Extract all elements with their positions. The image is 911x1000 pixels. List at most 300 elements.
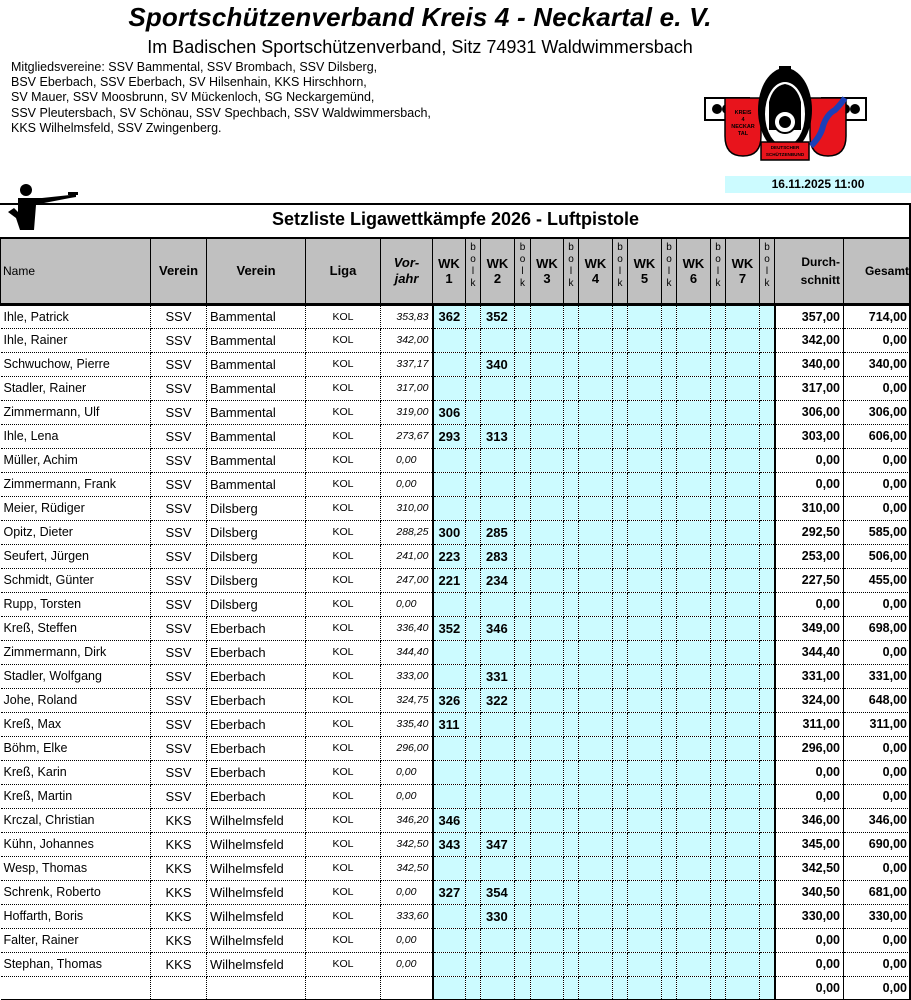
bolk-cell[interactable]	[564, 544, 579, 568]
wk4-score-cell[interactable]	[579, 376, 613, 400]
bolk-cell[interactable]	[613, 496, 628, 520]
bolk-cell[interactable]	[711, 856, 726, 880]
bolk-cell[interactable]	[564, 928, 579, 952]
wk1-score-cell[interactable]: 223	[433, 544, 466, 568]
shooter-name-cell[interactable]: Rupp, Torsten	[1, 592, 151, 616]
bolk-cell[interactable]	[564, 712, 579, 736]
wk3-score-cell[interactable]	[531, 448, 564, 472]
wk3-score-cell[interactable]	[531, 352, 564, 376]
previous-year-cell[interactable]: 333,00	[381, 664, 433, 688]
wk7-score-cell[interactable]	[726, 808, 760, 832]
bolk-cell[interactable]	[613, 328, 628, 352]
wk2-score-cell[interactable]	[481, 856, 515, 880]
bolk-cell[interactable]	[662, 304, 677, 328]
wk7-score-cell[interactable]	[726, 856, 760, 880]
bolk-cell[interactable]	[760, 376, 775, 400]
wk4-score-cell[interactable]	[579, 904, 613, 928]
bolk-cell[interactable]	[613, 880, 628, 904]
bolk-cell[interactable]	[466, 328, 481, 352]
club-place-cell[interactable]: Dilsberg	[207, 568, 306, 592]
shooter-name-cell[interactable]	[1, 976, 151, 1000]
bolk-cell[interactable]	[613, 856, 628, 880]
wk1-score-cell[interactable]	[433, 904, 466, 928]
shooter-name-cell[interactable]: Müller, Achim	[1, 448, 151, 472]
wk7-score-cell[interactable]	[726, 544, 760, 568]
wk4-score-cell[interactable]	[579, 400, 613, 424]
bolk-cell[interactable]	[564, 328, 579, 352]
bolk-cell[interactable]	[662, 928, 677, 952]
previous-year-cell[interactable]: 310,00	[381, 496, 433, 520]
total-cell[interactable]: 0,00	[844, 952, 911, 976]
bolk-cell[interactable]	[613, 712, 628, 736]
shooter-name-cell[interactable]: Stadler, Wolfgang	[1, 664, 151, 688]
wk1-score-cell[interactable]	[433, 496, 466, 520]
wk2-score-cell[interactable]	[481, 976, 515, 1000]
wk4-score-cell[interactable]	[579, 328, 613, 352]
bolk-cell[interactable]	[711, 976, 726, 1000]
shooter-name-cell[interactable]: Kreß, Max	[1, 712, 151, 736]
wk1-score-cell[interactable]	[433, 472, 466, 496]
wk2-score-cell[interactable]: 340	[481, 352, 515, 376]
bolk-cell[interactable]	[613, 304, 628, 328]
bolk-cell[interactable]	[564, 520, 579, 544]
bolk-cell[interactable]	[466, 904, 481, 928]
bolk-cell[interactable]	[662, 400, 677, 424]
club-type-cell[interactable]: SSV	[151, 424, 207, 448]
average-cell[interactable]: 253,00	[775, 544, 844, 568]
average-cell[interactable]: 342,00	[775, 328, 844, 352]
wk4-score-cell[interactable]	[579, 712, 613, 736]
wk7-score-cell[interactable]	[726, 496, 760, 520]
total-cell[interactable]: 0,00	[844, 592, 911, 616]
bolk-cell[interactable]	[662, 376, 677, 400]
previous-year-cell[interactable]: 353,83	[381, 304, 433, 328]
bolk-cell[interactable]	[515, 976, 531, 1000]
bolk-cell[interactable]	[662, 496, 677, 520]
bolk-cell[interactable]	[466, 592, 481, 616]
average-cell[interactable]: 0,00	[775, 760, 844, 784]
total-cell[interactable]: 0,00	[844, 856, 911, 880]
wk4-score-cell[interactable]	[579, 640, 613, 664]
wk6-score-cell[interactable]	[677, 736, 711, 760]
wk5-score-cell[interactable]	[628, 472, 662, 496]
club-type-cell[interactable]	[151, 976, 207, 1000]
wk3-score-cell[interactable]	[531, 400, 564, 424]
bolk-cell[interactable]	[515, 712, 531, 736]
shooter-name-cell[interactable]: Böhm, Elke	[1, 736, 151, 760]
bolk-cell[interactable]	[564, 808, 579, 832]
club-place-cell[interactable]: Dilsberg	[207, 520, 306, 544]
wk2-score-cell[interactable]: 346	[481, 616, 515, 640]
league-cell[interactable]: KOL	[306, 352, 381, 376]
bolk-cell[interactable]	[711, 760, 726, 784]
bolk-cell[interactable]	[515, 904, 531, 928]
total-cell[interactable]: 346,00	[844, 808, 911, 832]
bolk-cell[interactable]	[564, 376, 579, 400]
average-cell[interactable]: 324,00	[775, 688, 844, 712]
club-type-cell[interactable]: SSV	[151, 496, 207, 520]
bolk-cell[interactable]	[613, 808, 628, 832]
wk1-score-cell[interactable]	[433, 352, 466, 376]
previous-year-cell[interactable]: 0,00	[381, 472, 433, 496]
shooter-name-cell[interactable]: Kreß, Steffen	[1, 616, 151, 640]
bolk-cell[interactable]	[466, 568, 481, 592]
wk1-score-cell[interactable]	[433, 784, 466, 808]
total-cell[interactable]: 690,00	[844, 832, 911, 856]
bolk-cell[interactable]	[515, 352, 531, 376]
bolk-cell[interactable]	[564, 832, 579, 856]
bolk-cell[interactable]	[662, 856, 677, 880]
bolk-cell[interactable]	[760, 544, 775, 568]
bolk-cell[interactable]	[760, 808, 775, 832]
wk6-score-cell[interactable]	[677, 688, 711, 712]
wk4-score-cell[interactable]	[579, 928, 613, 952]
wk2-score-cell[interactable]	[481, 712, 515, 736]
wk5-score-cell[interactable]	[628, 760, 662, 784]
wk3-score-cell[interactable]	[531, 664, 564, 688]
wk7-score-cell[interactable]	[726, 712, 760, 736]
bolk-cell[interactable]	[711, 448, 726, 472]
wk5-score-cell[interactable]	[628, 736, 662, 760]
wk5-score-cell[interactable]	[628, 304, 662, 328]
wk4-score-cell[interactable]	[579, 832, 613, 856]
wk6-score-cell[interactable]	[677, 544, 711, 568]
bolk-cell[interactable]	[662, 760, 677, 784]
wk4-score-cell[interactable]	[579, 880, 613, 904]
bolk-cell[interactable]	[515, 472, 531, 496]
club-type-cell[interactable]: KKS	[151, 808, 207, 832]
bolk-cell[interactable]	[711, 928, 726, 952]
wk5-score-cell[interactable]	[628, 808, 662, 832]
bolk-cell[interactable]	[564, 664, 579, 688]
bolk-cell[interactable]	[711, 592, 726, 616]
shooter-name-cell[interactable]: Schwuchow, Pierre	[1, 352, 151, 376]
league-cell[interactable]: KOL	[306, 376, 381, 400]
wk1-score-cell[interactable]: 362	[433, 304, 466, 328]
previous-year-cell[interactable]: 288,25	[381, 520, 433, 544]
total-cell[interactable]: 0,00	[844, 760, 911, 784]
bolk-cell[interactable]	[613, 568, 628, 592]
bolk-cell[interactable]	[515, 544, 531, 568]
bolk-cell[interactable]	[515, 952, 531, 976]
bolk-cell[interactable]	[466, 712, 481, 736]
average-cell[interactable]: 349,00	[775, 616, 844, 640]
total-cell[interactable]: 0,00	[844, 640, 911, 664]
wk7-score-cell[interactable]	[726, 664, 760, 688]
club-type-cell[interactable]: SSV	[151, 400, 207, 424]
wk3-score-cell[interactable]	[531, 928, 564, 952]
bolk-cell[interactable]	[564, 688, 579, 712]
bolk-cell[interactable]	[515, 376, 531, 400]
wk6-score-cell[interactable]	[677, 976, 711, 1000]
bolk-cell[interactable]	[515, 592, 531, 616]
bolk-cell[interactable]	[564, 904, 579, 928]
club-place-cell[interactable]: Dilsberg	[207, 592, 306, 616]
wk6-score-cell[interactable]	[677, 568, 711, 592]
wk4-score-cell[interactable]	[579, 448, 613, 472]
wk7-score-cell[interactable]	[726, 376, 760, 400]
wk6-score-cell[interactable]	[677, 400, 711, 424]
wk4-score-cell[interactable]	[579, 784, 613, 808]
bolk-cell[interactable]	[711, 664, 726, 688]
league-cell[interactable]: KOL	[306, 856, 381, 880]
shooter-name-cell[interactable]: Zimmermann, Dirk	[1, 640, 151, 664]
shooter-name-cell[interactable]: Wesp, Thomas	[1, 856, 151, 880]
wk1-score-cell[interactable]: 221	[433, 568, 466, 592]
wk3-score-cell[interactable]	[531, 424, 564, 448]
bolk-cell[interactable]	[662, 448, 677, 472]
wk2-score-cell[interactable]	[481, 448, 515, 472]
average-cell[interactable]: 345,00	[775, 832, 844, 856]
wk5-score-cell[interactable]	[628, 712, 662, 736]
bolk-cell[interactable]	[564, 640, 579, 664]
wk3-score-cell[interactable]	[531, 568, 564, 592]
wk1-score-cell[interactable]	[433, 664, 466, 688]
previous-year-cell[interactable]: 247,00	[381, 568, 433, 592]
wk1-score-cell[interactable]: 326	[433, 688, 466, 712]
wk1-score-cell[interactable]	[433, 976, 466, 1000]
club-place-cell[interactable]: Wilhelmsfeld	[207, 880, 306, 904]
previous-year-cell[interactable]: 335,40	[381, 712, 433, 736]
bolk-cell[interactable]	[711, 688, 726, 712]
wk4-score-cell[interactable]	[579, 688, 613, 712]
average-cell[interactable]: 344,40	[775, 640, 844, 664]
wk5-score-cell[interactable]	[628, 448, 662, 472]
club-place-cell[interactable]: Wilhelmsfeld	[207, 928, 306, 952]
club-place-cell[interactable]: Eberbach	[207, 664, 306, 688]
wk6-score-cell[interactable]	[677, 376, 711, 400]
club-type-cell[interactable]: SSV	[151, 640, 207, 664]
league-cell[interactable]: KOL	[306, 928, 381, 952]
wk6-score-cell[interactable]	[677, 784, 711, 808]
average-cell[interactable]: 227,50	[775, 568, 844, 592]
average-cell[interactable]: 330,00	[775, 904, 844, 928]
bolk-cell[interactable]	[711, 712, 726, 736]
wk5-score-cell[interactable]	[628, 688, 662, 712]
wk4-score-cell[interactable]	[579, 616, 613, 640]
shooter-name-cell[interactable]: Seufert, Jürgen	[1, 544, 151, 568]
bolk-cell[interactable]	[564, 952, 579, 976]
bolk-cell[interactable]	[711, 544, 726, 568]
wk1-score-cell[interactable]	[433, 928, 466, 952]
wk2-score-cell[interactable]	[481, 640, 515, 664]
wk7-score-cell[interactable]	[726, 352, 760, 376]
wk4-score-cell[interactable]	[579, 424, 613, 448]
wk3-score-cell[interactable]	[531, 952, 564, 976]
bolk-cell[interactable]	[466, 976, 481, 1000]
bolk-cell[interactable]	[760, 712, 775, 736]
bolk-cell[interactable]	[466, 736, 481, 760]
previous-year-cell[interactable]: 0,00	[381, 952, 433, 976]
previous-year-cell[interactable]: 0,00	[381, 928, 433, 952]
bolk-cell[interactable]	[466, 616, 481, 640]
club-place-cell[interactable]: Bammental	[207, 304, 306, 328]
club-place-cell[interactable]: Wilhelmsfeld	[207, 952, 306, 976]
club-place-cell[interactable]: Bammental	[207, 448, 306, 472]
club-place-cell[interactable]: Wilhelmsfeld	[207, 808, 306, 832]
bolk-cell[interactable]	[760, 496, 775, 520]
total-cell[interactable]: 606,00	[844, 424, 911, 448]
previous-year-cell[interactable]: 273,67	[381, 424, 433, 448]
bolk-cell[interactable]	[662, 880, 677, 904]
bolk-cell[interactable]	[613, 520, 628, 544]
club-type-cell[interactable]: SSV	[151, 448, 207, 472]
club-type-cell[interactable]: SSV	[151, 568, 207, 592]
wk7-score-cell[interactable]	[726, 424, 760, 448]
bolk-cell[interactable]	[711, 304, 726, 328]
shooter-name-cell[interactable]: Zimmermann, Ulf	[1, 400, 151, 424]
league-cell[interactable]: KOL	[306, 784, 381, 808]
bolk-cell[interactable]	[564, 496, 579, 520]
bolk-cell[interactable]	[760, 616, 775, 640]
bolk-cell[interactable]	[466, 952, 481, 976]
wk1-score-cell[interactable]	[433, 952, 466, 976]
bolk-cell[interactable]	[662, 712, 677, 736]
wk5-score-cell[interactable]	[628, 856, 662, 880]
wk3-score-cell[interactable]	[531, 808, 564, 832]
previous-year-cell[interactable]: 324,75	[381, 688, 433, 712]
bolk-cell[interactable]	[662, 352, 677, 376]
club-type-cell[interactable]: KKS	[151, 880, 207, 904]
bolk-cell[interactable]	[711, 424, 726, 448]
shooter-name-cell[interactable]: Krczal, Christian	[1, 808, 151, 832]
wk7-score-cell[interactable]	[726, 952, 760, 976]
club-type-cell[interactable]: KKS	[151, 928, 207, 952]
previous-year-cell[interactable]	[381, 976, 433, 1000]
bolk-cell[interactable]	[613, 400, 628, 424]
bolk-cell[interactable]	[760, 472, 775, 496]
bolk-cell[interactable]	[662, 784, 677, 808]
wk7-score-cell[interactable]	[726, 976, 760, 1000]
league-cell[interactable]: KOL	[306, 448, 381, 472]
club-place-cell[interactable]: Wilhelmsfeld	[207, 856, 306, 880]
bolk-cell[interactable]	[515, 304, 531, 328]
club-type-cell[interactable]: SSV	[151, 520, 207, 544]
previous-year-cell[interactable]: 333,60	[381, 904, 433, 928]
bolk-cell[interactable]	[711, 880, 726, 904]
club-type-cell[interactable]: SSV	[151, 688, 207, 712]
wk3-score-cell[interactable]	[531, 688, 564, 712]
league-cell[interactable]: KOL	[306, 688, 381, 712]
wk5-score-cell[interactable]	[628, 520, 662, 544]
wk5-score-cell[interactable]	[628, 568, 662, 592]
club-type-cell[interactable]: SSV	[151, 712, 207, 736]
average-cell[interactable]: 310,00	[775, 496, 844, 520]
club-place-cell[interactable]: Wilhelmsfeld	[207, 904, 306, 928]
wk6-score-cell[interactable]	[677, 472, 711, 496]
wk6-score-cell[interactable]	[677, 520, 711, 544]
wk4-score-cell[interactable]	[579, 352, 613, 376]
wk6-score-cell[interactable]	[677, 640, 711, 664]
bolk-cell[interactable]	[466, 448, 481, 472]
wk6-score-cell[interactable]	[677, 904, 711, 928]
bolk-cell[interactable]	[515, 784, 531, 808]
wk6-score-cell[interactable]	[677, 424, 711, 448]
wk5-score-cell[interactable]	[628, 832, 662, 856]
wk3-score-cell[interactable]	[531, 712, 564, 736]
wk3-score-cell[interactable]	[531, 880, 564, 904]
previous-year-cell[interactable]: 0,00	[381, 592, 433, 616]
previous-year-cell[interactable]: 296,00	[381, 736, 433, 760]
bolk-cell[interactable]	[515, 760, 531, 784]
wk6-score-cell[interactable]	[677, 496, 711, 520]
wk5-score-cell[interactable]	[628, 904, 662, 928]
bolk-cell[interactable]	[662, 544, 677, 568]
bolk-cell[interactable]	[613, 832, 628, 856]
bolk-cell[interactable]	[515, 400, 531, 424]
total-cell[interactable]: 340,00	[844, 352, 911, 376]
wk3-score-cell[interactable]	[531, 496, 564, 520]
wk6-score-cell[interactable]	[677, 304, 711, 328]
bolk-cell[interactable]	[515, 880, 531, 904]
league-cell[interactable]: KOL	[306, 880, 381, 904]
club-type-cell[interactable]: KKS	[151, 952, 207, 976]
average-cell[interactable]: 303,00	[775, 424, 844, 448]
wk4-score-cell[interactable]	[579, 736, 613, 760]
bolk-cell[interactable]	[466, 424, 481, 448]
wk6-score-cell[interactable]	[677, 856, 711, 880]
total-cell[interactable]: 306,00	[844, 400, 911, 424]
bolk-cell[interactable]	[760, 928, 775, 952]
wk2-score-cell[interactable]: 322	[481, 688, 515, 712]
bolk-cell[interactable]	[613, 448, 628, 472]
club-place-cell[interactable]: Bammental	[207, 472, 306, 496]
wk2-score-cell[interactable]	[481, 496, 515, 520]
total-cell[interactable]: 681,00	[844, 880, 911, 904]
bolk-cell[interactable]	[466, 808, 481, 832]
club-type-cell[interactable]: KKS	[151, 904, 207, 928]
league-cell[interactable]: KOL	[306, 424, 381, 448]
wk6-score-cell[interactable]	[677, 880, 711, 904]
total-cell[interactable]: 585,00	[844, 520, 911, 544]
bolk-cell[interactable]	[613, 376, 628, 400]
average-cell[interactable]: 0,00	[775, 952, 844, 976]
club-type-cell[interactable]: SSV	[151, 352, 207, 376]
bolk-cell[interactable]	[613, 352, 628, 376]
shooter-name-cell[interactable]: Johe, Roland	[1, 688, 151, 712]
previous-year-cell[interactable]: 0,00	[381, 880, 433, 904]
club-type-cell[interactable]: SSV	[151, 616, 207, 640]
league-cell[interactable]: KOL	[306, 640, 381, 664]
league-cell[interactable]: KOL	[306, 712, 381, 736]
wk3-score-cell[interactable]	[531, 616, 564, 640]
wk2-score-cell[interactable]: 285	[481, 520, 515, 544]
club-place-cell[interactable]: Eberbach	[207, 760, 306, 784]
bolk-cell[interactable]	[662, 616, 677, 640]
wk6-score-cell[interactable]	[677, 712, 711, 736]
wk3-score-cell[interactable]	[531, 640, 564, 664]
bolk-cell[interactable]	[760, 736, 775, 760]
bolk-cell[interactable]	[564, 448, 579, 472]
wk4-score-cell[interactable]	[579, 544, 613, 568]
wk5-score-cell[interactable]	[628, 664, 662, 688]
wk7-score-cell[interactable]	[726, 616, 760, 640]
club-place-cell[interactable]: Bammental	[207, 400, 306, 424]
average-cell[interactable]: 317,00	[775, 376, 844, 400]
wk5-score-cell[interactable]	[628, 544, 662, 568]
shooter-name-cell[interactable]: Ihle, Rainer	[1, 328, 151, 352]
average-cell[interactable]: 0,00	[775, 928, 844, 952]
average-cell[interactable]: 0,00	[775, 472, 844, 496]
bolk-cell[interactable]	[662, 976, 677, 1000]
wk7-score-cell[interactable]	[726, 904, 760, 928]
bolk-cell[interactable]	[466, 664, 481, 688]
bolk-cell[interactable]	[466, 376, 481, 400]
bolk-cell[interactable]	[613, 976, 628, 1000]
bolk-cell[interactable]	[466, 400, 481, 424]
wk1-score-cell[interactable]	[433, 760, 466, 784]
bolk-cell[interactable]	[515, 328, 531, 352]
